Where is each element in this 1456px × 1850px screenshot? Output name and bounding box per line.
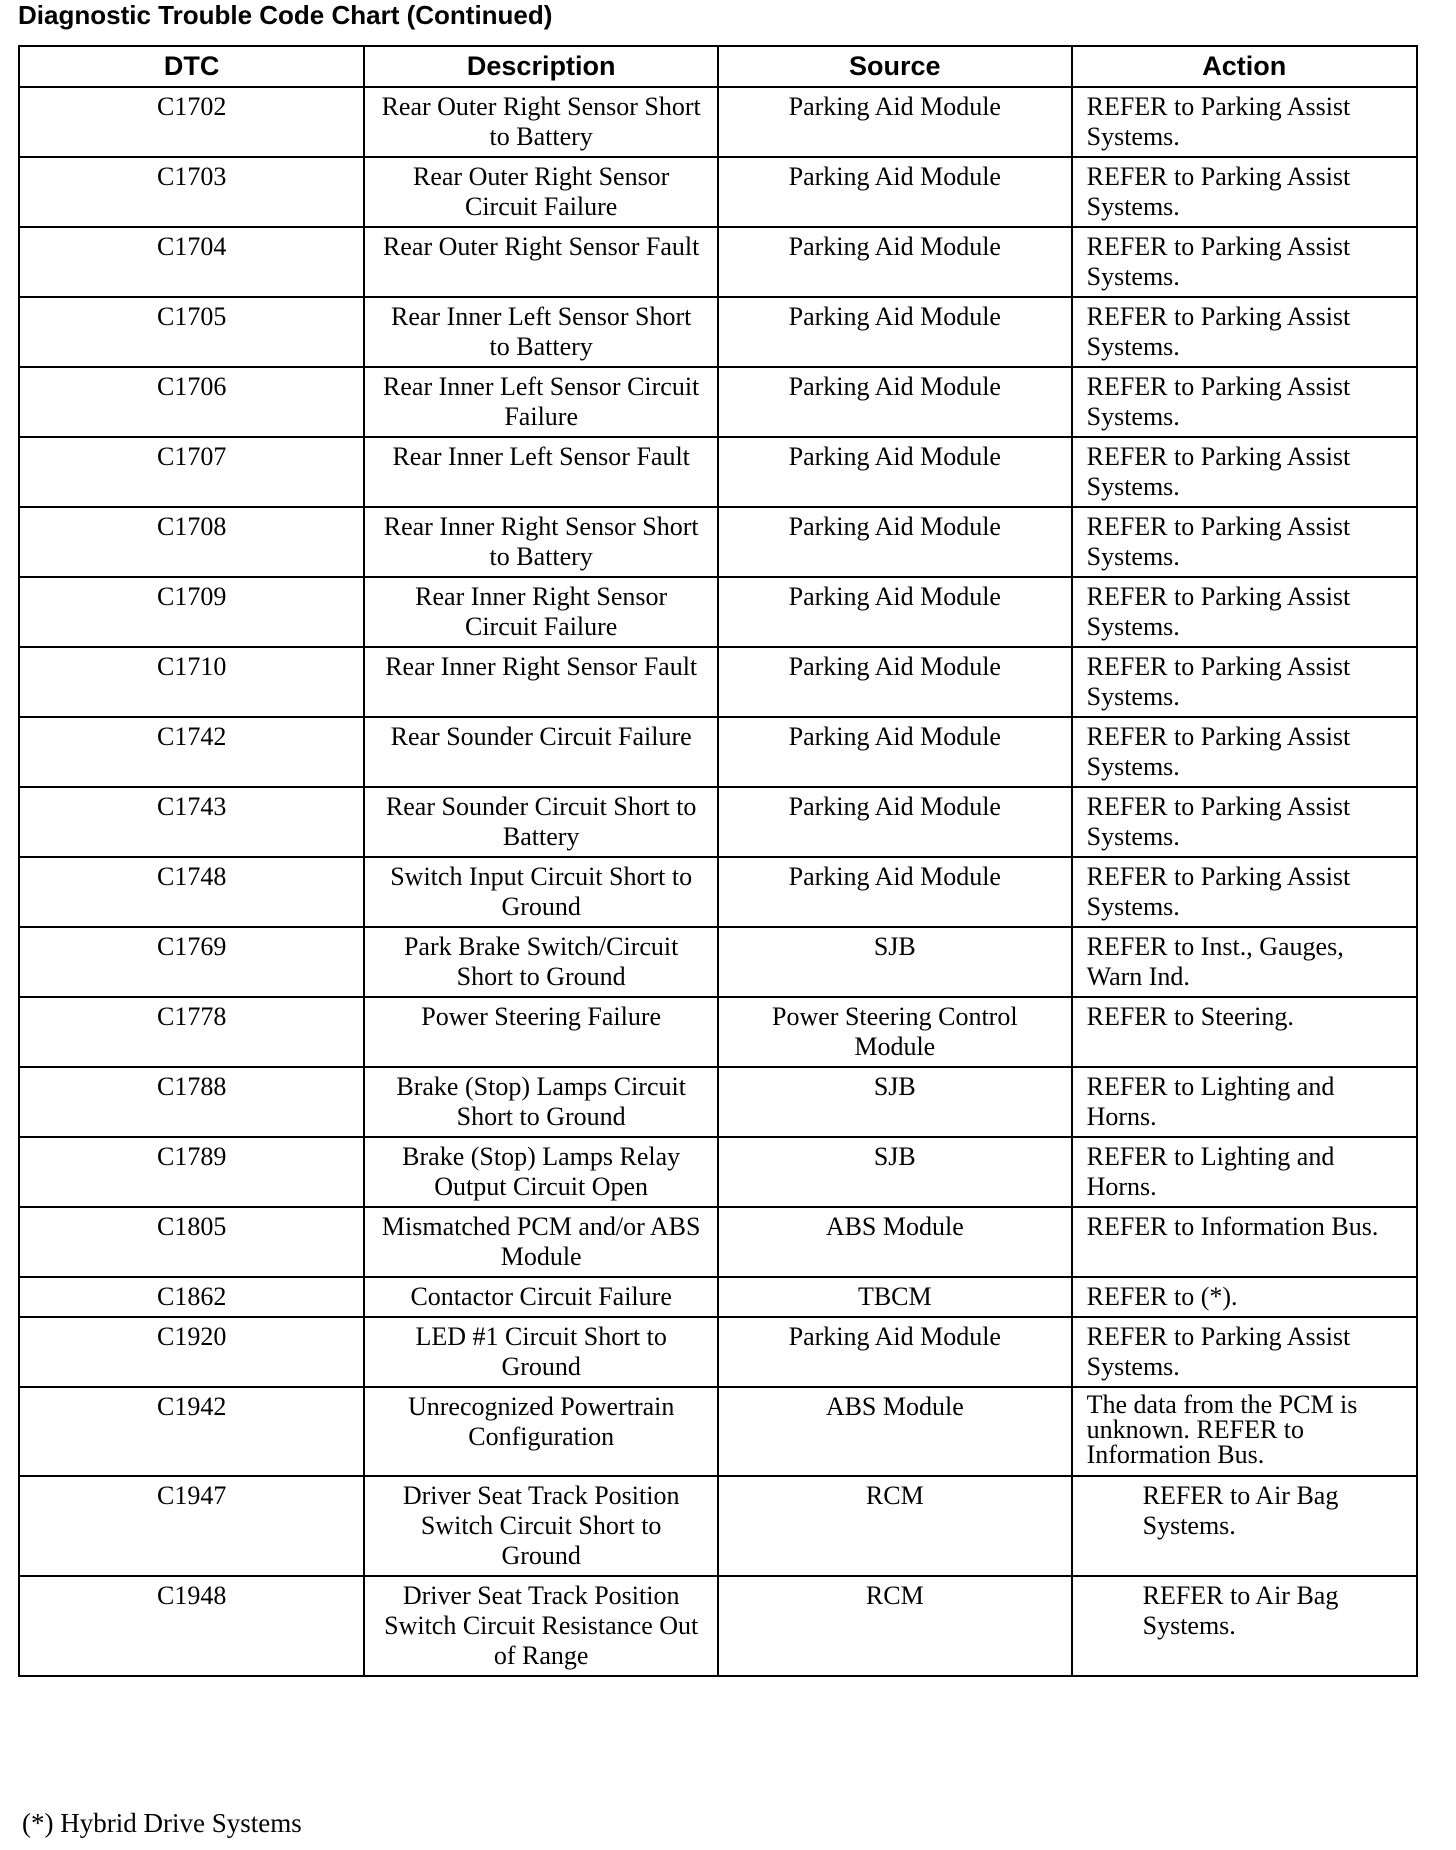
dtc-action: The data from the PCM is unknown. REFER to Information Bus.: [1072, 1387, 1417, 1476]
dtc-source: Parking Aid Module: [718, 367, 1072, 437]
table-row: [19, 157, 1417, 227]
dtc-description: Rear Inner Left Sensor Short to Battery: [364, 297, 718, 367]
dtc-code: C1789: [19, 1137, 364, 1207]
dtc-source: ABS Module: [718, 1207, 1072, 1277]
dtc-code: C1702: [19, 87, 364, 157]
dtc-action: REFER to Parking Assist Systems.: [1072, 437, 1417, 507]
table-row: [19, 787, 1417, 857]
table-row: [19, 717, 1417, 787]
table-row: [19, 927, 1417, 997]
dtc-action: REFER to Parking Assist Systems.: [1072, 507, 1417, 577]
dtc-source: Parking Aid Module: [718, 437, 1072, 507]
dtc-source: Parking Aid Module: [718, 857, 1072, 927]
dtc-description: Rear Inner Left Sensor Circuit Failure: [364, 367, 718, 437]
dtc-source: SJB: [718, 1137, 1072, 1207]
table-row: [19, 1207, 1417, 1277]
dtc-source: Parking Aid Module: [718, 577, 1072, 647]
table-row: [19, 297, 1417, 367]
dtc-code: C1788: [19, 1067, 364, 1137]
dtc-source: SJB: [718, 1067, 1072, 1137]
dtc-action: REFER to Parking Assist Systems.: [1072, 157, 1417, 227]
dtc-description: Contactor Circuit Failure: [364, 1277, 718, 1317]
dtc-code: C1709: [19, 577, 364, 647]
column-header-action: Action: [1072, 46, 1417, 87]
dtc-action: REFER to Parking Assist Systems.: [1072, 297, 1417, 367]
dtc-description: Rear Outer Right Sensor Short to Battery: [364, 87, 718, 157]
dtc-source: Parking Aid Module: [718, 1317, 1072, 1387]
dtc-description: Driver Seat Track Position Switch Circuit Short to Ground: [364, 1476, 718, 1576]
table-row: [19, 1277, 1417, 1317]
table-row: [19, 1137, 1417, 1207]
dtc-description: Mismatched PCM and/or ABS Module: [364, 1207, 718, 1277]
dtc-description: Power Steering Failure: [364, 997, 718, 1067]
dtc-code: C1748: [19, 857, 364, 927]
dtc-code: C1942: [19, 1387, 364, 1476]
dtc-description: Park Brake Switch/Circuit Short to Ground: [364, 927, 718, 997]
table-row: [19, 1387, 1417, 1476]
dtc-description: Rear Inner Right Sensor Fault: [364, 647, 718, 717]
header-row: [19, 46, 1417, 87]
dtc-action: REFER to Parking Assist Systems.: [1072, 367, 1417, 437]
table-row: [19, 997, 1417, 1067]
dtc-code: C1947: [19, 1476, 364, 1576]
dtc-source: Parking Aid Module: [718, 297, 1072, 367]
dtc-action: REFER to (*).: [1072, 1277, 1417, 1317]
dtc-description: Brake (Stop) Lamps Relay Output Circuit Open: [364, 1137, 718, 1207]
dtc-action: REFER to Air Bag Systems.: [1072, 1576, 1417, 1676]
dtc-action: REFER to Inst., Gauges, Warn Ind.: [1072, 927, 1417, 997]
dtc-action: REFER to Parking Assist Systems.: [1072, 857, 1417, 927]
dtc-action: REFER to Parking Assist Systems.: [1072, 87, 1417, 157]
dtc-code: C1742: [19, 717, 364, 787]
dtc-source: Parking Aid Module: [718, 87, 1072, 157]
dtc-action: REFER to Parking Assist Systems.: [1072, 227, 1417, 297]
column-header-source: Source: [718, 46, 1072, 87]
dtc-code: C1948: [19, 1576, 364, 1676]
dtc-action: REFER to Parking Assist Systems.: [1072, 787, 1417, 857]
dtc-source: Power Steering Control Module: [718, 997, 1072, 1067]
table-row: [19, 227, 1417, 297]
page-title: Diagnostic Trouble Code Chart (Continued): [18, 0, 553, 30]
dtc-action: REFER to Parking Assist Systems.: [1072, 577, 1417, 647]
dtc-source: RCM: [718, 1576, 1072, 1676]
table-row: [19, 857, 1417, 927]
dtc-code: C1920: [19, 1317, 364, 1387]
table-row: [19, 437, 1417, 507]
dtc-code: C1769: [19, 927, 364, 997]
dtc-code: C1778: [19, 997, 364, 1067]
dtc-description: Unrecognized Powertrain Configuration: [364, 1387, 718, 1476]
table-row: [19, 1476, 1417, 1576]
column-header-dtc: DTC: [19, 46, 364, 87]
dtc-description: Rear Inner Right Sensor Circuit Failure: [364, 577, 718, 647]
column-header-description: Description: [364, 46, 718, 87]
dtc-source: Parking Aid Module: [718, 787, 1072, 857]
footnote: (*) Hybrid Drive Systems: [22, 1808, 302, 1838]
dtc-description: Rear Inner Left Sensor Fault: [364, 437, 718, 507]
dtc-code: C1704: [19, 227, 364, 297]
dtc-action: REFER to Steering.: [1072, 997, 1417, 1067]
table-row: [19, 1067, 1417, 1137]
dtc-source: SJB: [718, 927, 1072, 997]
dtc-code: C1707: [19, 437, 364, 507]
dtc-source: ABS Module: [718, 1387, 1072, 1476]
dtc-table: [18, 45, 1418, 1677]
dtc-source: Parking Aid Module: [718, 157, 1072, 227]
dtc-description: Switch Input Circuit Short to Ground: [364, 857, 718, 927]
table-row: [19, 577, 1417, 647]
dtc-description: LED #1 Circuit Short to Ground: [364, 1317, 718, 1387]
dtc-action: REFER to Air Bag Systems.: [1072, 1476, 1417, 1576]
table-row: [19, 87, 1417, 157]
dtc-code: C1805: [19, 1207, 364, 1277]
dtc-source: Parking Aid Module: [718, 507, 1072, 577]
dtc-description: Rear Outer Right Sensor Fault: [364, 227, 718, 297]
dtc-code: C1862: [19, 1277, 364, 1317]
dtc-action: REFER to Lighting and Horns.: [1072, 1067, 1417, 1137]
dtc-action: REFER to Parking Assist Systems.: [1072, 647, 1417, 717]
dtc-source: Parking Aid Module: [718, 717, 1072, 787]
dtc-code: C1705: [19, 297, 364, 367]
dtc-description: Rear Inner Right Sensor Short to Battery: [364, 507, 718, 577]
dtc-code: C1710: [19, 647, 364, 717]
dtc-action: REFER to Information Bus.: [1072, 1207, 1417, 1277]
dtc-code: C1703: [19, 157, 364, 227]
dtc-source: Parking Aid Module: [718, 227, 1072, 297]
dtc-source: TBCM: [718, 1277, 1072, 1317]
dtc-code: C1706: [19, 367, 364, 437]
table-row: [19, 647, 1417, 717]
dtc-description: Rear Sounder Circuit Short to Battery: [364, 787, 718, 857]
dtc-action: REFER to Lighting and Horns.: [1072, 1137, 1417, 1207]
dtc-description: Rear Outer Right Sensor Circuit Failure: [364, 157, 718, 227]
dtc-description: Brake (Stop) Lamps Circuit Short to Ground: [364, 1067, 718, 1137]
dtc-action: REFER to Parking Assist Systems.: [1072, 717, 1417, 787]
dtc-code: C1743: [19, 787, 364, 857]
dtc-action: REFER to Parking Assist Systems.: [1072, 1317, 1417, 1387]
table-row: [19, 367, 1417, 437]
table-row: [19, 507, 1417, 577]
dtc-source: RCM: [718, 1476, 1072, 1576]
table-row: [19, 1317, 1417, 1387]
table-row: [19, 1576, 1417, 1676]
dtc-source: Parking Aid Module: [718, 647, 1072, 717]
dtc-code: C1708: [19, 507, 364, 577]
dtc-description: Rear Sounder Circuit Failure: [364, 717, 718, 787]
dtc-description: Driver Seat Track Position Switch Circuit Resistance Out of Range: [364, 1576, 718, 1676]
